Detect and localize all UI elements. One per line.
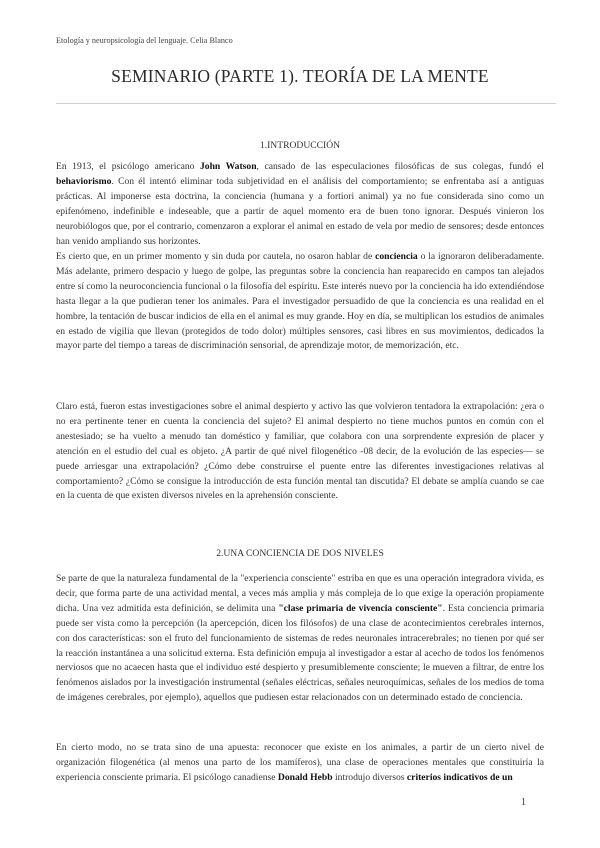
title-divider [56, 103, 556, 104]
document-title: SEMINARIO (PARTE 1). TEORÍA DE LA MENTE [111, 66, 489, 86]
text-run: introdujo diversos [332, 771, 407, 783]
text-run: o la ignoraron deliberadamente. Más adelante, primero despacio y luego de golpe, las preguntas sobre la conciencia han reaparecido en campos tan alejados entre sí como la neuroconciencia funcional o la filosofía del espíritu. Este interés nuevo por la conciencia ha ido extendiéndose hasta llegar a la que pudieran tener los animales. Para el investigador persuadido de que la conciencia es una realidad en el hombre, la tentación de buscar indicios de ella en el animal es muy grande. Hoy en día, se multiplican los estudios de animales en estado de vigilia que llevan (protegidos de todo dolor) múltiples sensores, casi libres en sus movimientos, dedicados la mayor parte del tiempo a tareas de discriminación sensorial, de aprendizaje motor, de memorización, etc. [56, 251, 544, 352]
bold-term: "clase primaria de vivencia consciente" [278, 602, 443, 614]
bold-term: behaviorismo [56, 175, 112, 187]
text-run: . Con él intentó eliminar toda subjetividad en el análisis del comportamiento; se enfrentaba así a antiguas prácticas. Al imponerse esta doctrina, la conciencia (humana y a fortiori animal) ya no fue considerada sino como un epifenómeno, indefinible e indeseable, que a partir de aquel momento era de buen tono ignorar. Después vinieron los neurobiólogos que, por el contrario, comenzaron a explorar el animal en estado de vela por medio de sensores; desde entonces han venido ampliando sus horizontes. [56, 175, 544, 247]
paragraph-3 [56, 400, 544, 504]
text-run: Claro está, fueron estas investigaciones sobre el animal despierto y activo las que volvieron tentadora la extrapolación: ¿era o no era pertinente tener en cuenta la conciencia del sujeto? El animal despierto no tiene muchos puntos en común con el anestesiado; se ha vuelto a menudo tan doméstico y familiar, que colabora con una sorprendente expresión de placer y atención en el estudio del cual es objeto. ¿A partir de qué nivel filogenético -08 decir, de la evolución de las especies— se puede arriesgar una extrapolación? ¿Cómo debe construirse el puente entre las diferentes investigaciones relativas al comportamiento? ¿Cómo se consigue la introducción de esta función mental tan discutida? El debate se amplía cuando se cae en la cuenta de que existen diversos niveles en la aprehensión consciente. [56, 401, 544, 502]
text-run: , cansado de las especulaciones filosóficas de sus colegas, fundó el [256, 161, 544, 172]
text-run: En cierto modo, no se trata sino de una apuesta: reconocer que existe en los animales, a partir de un cierto nivel de organización filogenética (al menos una parto de los mamíferos), una clase de operaciones mentales que constituiría la experiencia consciente primaria. El psicólogo canadiense [56, 742, 544, 783]
paragraph-5 [56, 741, 544, 786]
bold-term: conciencia [375, 251, 418, 262]
section-heading-dos-niveles: 2.UNA CONCIENCIA DE DOS NIVELES [216, 548, 384, 559]
section-heading-introduccion: 1.INTRODUCCIÓN [259, 140, 341, 151]
page-number: 1 [521, 797, 526, 808]
paragraph-2 [56, 250, 544, 354]
text-run: Se parte de que la naturaleza fundamental de la "experiencia consciente" estriba en que es una operación integradora vivida, es decir, que forma parte de una actividad mental, a veces más amplia y más compleja de lo que exige la operación propiamente dicha. Una vez admitida esta definición, se delimita una [56, 573, 544, 614]
paragraph-1 [56, 160, 544, 249]
bold-term: John Watson [200, 161, 257, 172]
bold-term: criterios indicativos de un [406, 771, 513, 783]
text-run: . Esta conciencia primaria puede ser vista como la percepción (la apercepción, dicen los filósofos) de una clase de acontecimientos cerebrales internos, con dos características: son el fruto del funcionamiento de sistemas de redes neuronales intracerebrales; no tienen por qué ser la reacción instantánea a una solicitud externa. Esta definición empuja al investigador a estar al acecho de todos los fenómenos nerviosos que no acaecen hasta que el individuo esté despierto y presumiblemente consciente; le mueven a filtrar, de entre los fenómenos aislados por la investigación instrumental (señales eléctricas, señales neuroquímicas, señales de los medios de toma de imágenes cerebrales, por ejemplo), aquellos que pudiesen estar relacionados con un determinado estado de conciencia. [56, 602, 544, 704]
paragraph-4 [56, 572, 544, 706]
running-header: Etología y neuropsicología del lenguaje. Celia Blanco [56, 36, 233, 45]
text-run: Es cierto que, en un primer momento y sin duda por cautela, no osaron hablar de [56, 251, 376, 262]
bold-term: Donald Hebb [277, 771, 333, 783]
text-run: En 1913, el psicólogo americano [56, 161, 200, 172]
